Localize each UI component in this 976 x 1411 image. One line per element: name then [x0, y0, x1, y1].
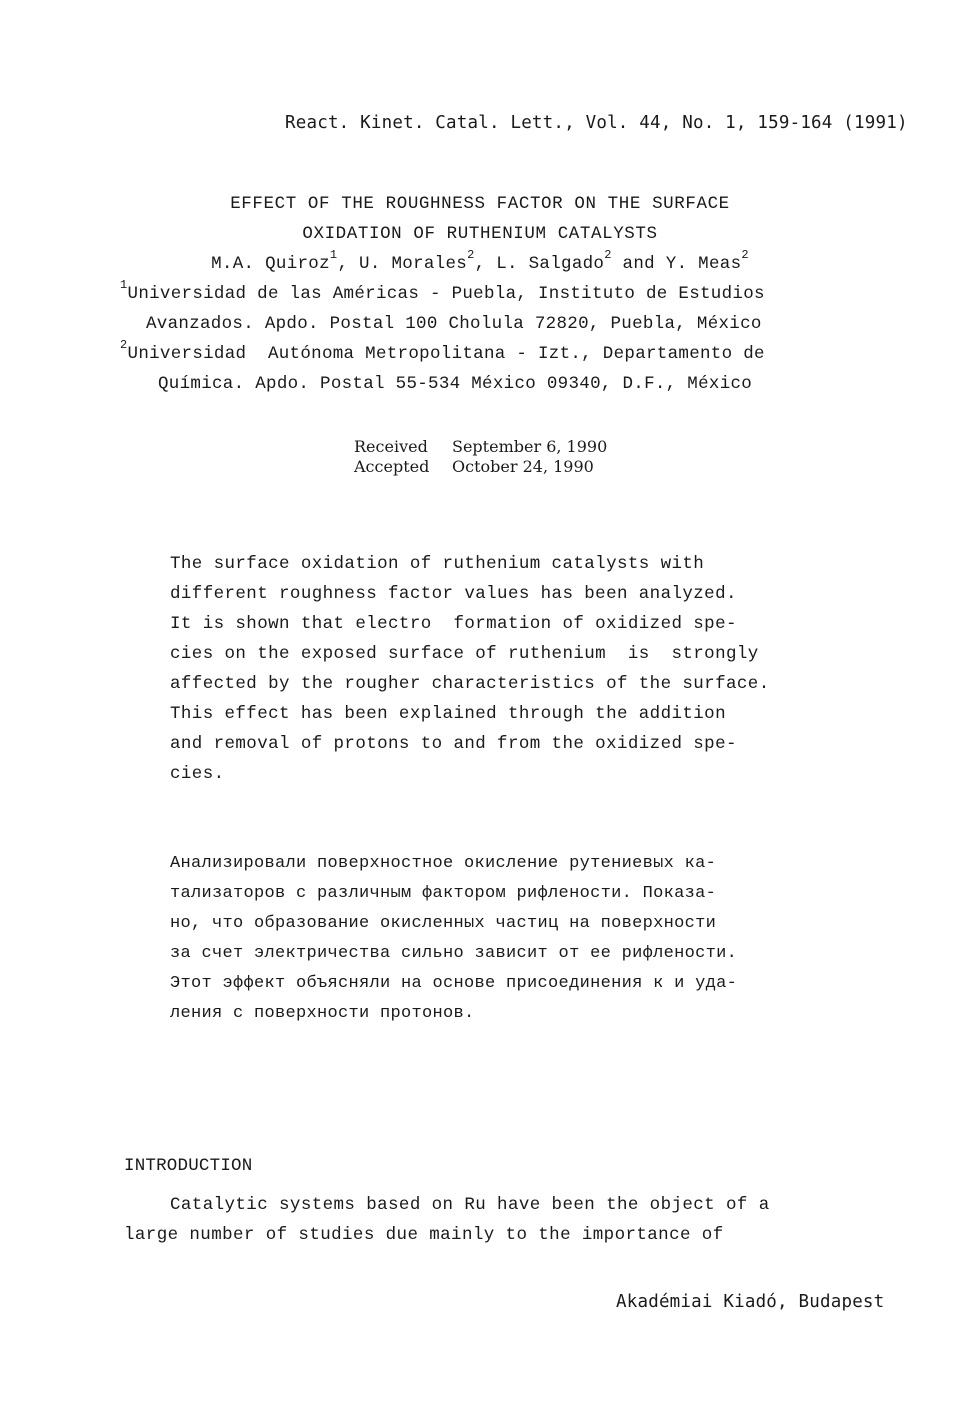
- abstract-ru-line: но, что образование окисленных частиц на поверхности: [170, 914, 717, 933]
- abstract-ru-line: Анализировали поверхностное окисление рутениевых ка-: [170, 854, 717, 873]
- affiliation-2-line-2: Química. Apdo. Postal 55-534 México 09340, D.F., México: [158, 374, 753, 394]
- accepted-date: [354, 457, 594, 476]
- author-separator: ,: [337, 254, 360, 274]
- abstract-ru-line: Этот эффект объясняли на основе присоединения к и уда-: [170, 974, 738, 993]
- section-heading-introduction: INTRODUCTION: [124, 1156, 253, 1176]
- abstract-ru-line: ления с поверхности протонов.: [170, 1004, 475, 1023]
- abstract-en-line: affected by the rougher characteristics of the surface.: [170, 674, 770, 694]
- introduction-line: Catalytic systems based on Ru have been the object of a: [170, 1195, 770, 1215]
- affiliation-1-line-1: [120, 278, 765, 304]
- affiliation-mark: 1: [120, 278, 128, 292]
- publisher-footer: Akadémiai Kiadó, Budapest: [616, 1292, 885, 1312]
- author-name: M.A. Quiroz: [211, 254, 330, 274]
- author-name: L. Salgado: [496, 254, 605, 274]
- affiliation-2-line-1: [120, 338, 765, 364]
- affiliation-mark: 2: [467, 248, 475, 262]
- introduction-line: large number of studies due mainly to the importance of: [124, 1225, 724, 1245]
- abstract-ru-line: за счет электричества сильно зависит от ее рифлености.: [170, 944, 738, 963]
- abstract-en-line: cies.: [170, 764, 225, 784]
- abstract-en-line: This effect has been explained through the addition: [170, 704, 726, 724]
- author-list: [0, 248, 960, 274]
- author-separator: and: [611, 254, 666, 274]
- author-name: U. Morales: [359, 254, 468, 274]
- affiliation-text: Universidad de las Américas - Puebla, Instituto de Estudios: [127, 284, 765, 304]
- journal-citation: React. Kinet. Catal. Lett., Vol. 44, No. 1, 159-164 (1991): [285, 113, 908, 133]
- abstract-ru-line: тализаторов с различным фактором рифлености. Показа-: [170, 884, 717, 903]
- title-line-1: EFFECT OF THE ROUGHNESS FACTOR ON THE SURFACE: [230, 194, 730, 214]
- accepted-value: October 24, 1990: [452, 457, 594, 476]
- author-separator: ,: [474, 254, 497, 274]
- affiliation-mark: 1: [329, 248, 338, 262]
- affiliation-text: Universidad Autónoma Metropolitana - Izt., Departamento de: [127, 344, 765, 364]
- affiliation-mark: 2: [741, 248, 749, 262]
- abstract-en-line: and removal of protons to and from the oxidized spe-: [170, 734, 737, 754]
- received-date: [354, 437, 607, 456]
- received-value: September 6, 1990: [452, 437, 608, 456]
- abstract-en-line: The surface oxidation of ruthenium catalysts with: [170, 554, 705, 574]
- title-line-2: OXIDATION OF RUTHENIUM CATALYSTS: [302, 224, 658, 244]
- affiliation-mark: 2: [120, 338, 128, 352]
- received-label: Received: [354, 437, 428, 456]
- author-name: Y. Meas: [665, 254, 742, 274]
- affiliation-mark: 2: [604, 248, 612, 262]
- abstract-en-line: It is shown that electro formation of oxidized spe-: [170, 614, 737, 634]
- affiliation-1-line-2: Avanzados. Apdo. Postal 100 Cholula 72820, Puebla, México: [146, 314, 762, 334]
- abstract-en-line: different roughness factor values has been analyzed.: [170, 584, 737, 604]
- accepted-label: Accepted: [354, 457, 430, 476]
- abstract-en-line: cies on the exposed surface of ruthenium is strongly: [170, 644, 759, 664]
